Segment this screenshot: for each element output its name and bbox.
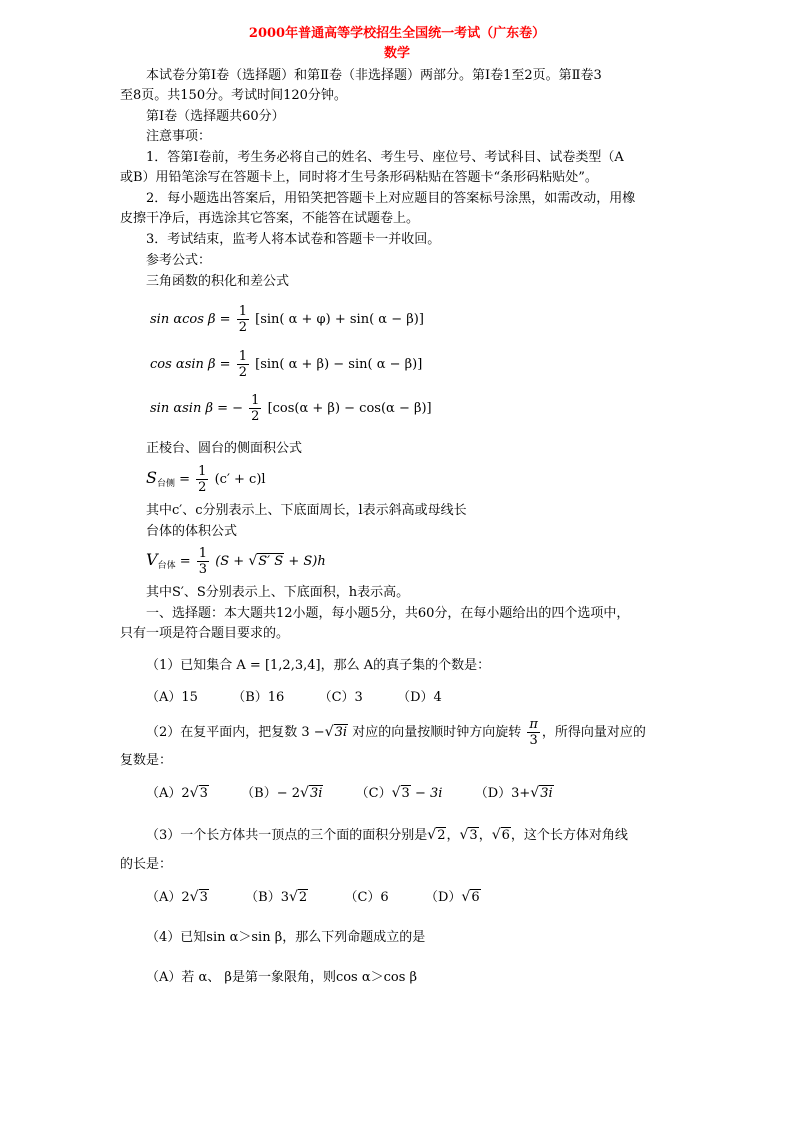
formula-lhs: cos αsin β = <box>150 357 231 372</box>
formula-rhs: [sin( α + φ) + sin( α − β)] <box>255 312 424 327</box>
fraction-half: $\frac{1}{2}$ <box>251 393 260 424</box>
formula-product-to-sum-3 <box>150 389 432 429</box>
q3-options <box>146 889 481 906</box>
note-1-line-1: 1．答第Ⅰ卷前，考生务必将自己的姓名、考生号、座位号、考试科目、试卷类型（A <box>146 150 624 165</box>
note-3: 3．考试结束，监考人将本试卷和答题卡一并收回。 <box>146 232 441 247</box>
section1-line-2: 只有一项是符合题目要求的。 <box>120 626 290 641</box>
q3-option-b: （B）3√2 <box>245 889 308 905</box>
exam-subject: 数学 <box>383 46 410 61</box>
q1-option-c: （C）3 <box>318 690 363 705</box>
q4-option-a: （A）若 α、 β是第一象限角，则cos α＞cos β <box>146 970 418 985</box>
lateral-area-desc: 其中c′、c分别表示上、下底面周长，l表示斜高或母线长 <box>146 503 467 518</box>
fraction-half: $\frac{1}{2}$ <box>238 349 247 380</box>
formula-product-to-sum-1 <box>150 300 424 340</box>
formula-lhs: sin αcos β = <box>150 312 231 327</box>
volume-formula: $V_{台体}$ = $\frac{1}{3}$ (S + √S′ S + S)h <box>146 546 326 577</box>
q2-option-c: （C）√3 − 3i <box>355 785 443 801</box>
formula-rhs: [sin( α + β) − sin( α − β)] <box>255 357 423 372</box>
lateral-area-title: 正棱台、圆台的侧面积公式 <box>146 441 303 456</box>
q2-option-a: （A）2√3 <box>146 785 208 801</box>
intro-line-2: 至8页。共150分。考试时间120分钟。 <box>120 88 347 103</box>
q3-option-c: （C）6 <box>344 890 389 905</box>
section1-line-1: 一、选择题：本大题共12小题，每小题5分，共60分，在每小题给出的四个选项中， <box>146 606 630 621</box>
formula-product-to-sum-2 <box>150 345 422 385</box>
radical-sign: √ <box>324 724 334 740</box>
note-1-line-2: 或B）用铅笔涂写在答题卡上，同时将才生号条形码粘贴在答题卡“条形码粘贴处”。 <box>120 170 598 185</box>
q1-stem: （1）已知集合 A = [1,2,3,4]，那么 A的真子集的个数是： <box>146 658 491 673</box>
fraction-third: $\frac{1}{3}$ <box>198 546 208 577</box>
part1-header: 第Ⅰ卷（选择题共60分） <box>146 109 285 124</box>
q2-options <box>146 785 554 802</box>
formula-rhs: [cos(α + β) − cos(α − β)] <box>267 401 432 416</box>
radical-sign: √ <box>248 553 258 569</box>
q3-stem-line-2: 的长是： <box>120 857 173 872</box>
trig-formula-title: 三角函数的积化和差公式 <box>146 274 290 289</box>
q3-option-d: （D）√6 <box>424 889 480 905</box>
q2-stem-line-2: 复数是： <box>120 753 173 768</box>
q3-stem: （3）一个长方体共一顶点的三个面的面积分别是√2，√3，√6，这个长方体对角线 <box>146 827 628 843</box>
q1-options <box>146 689 442 706</box>
notes-title: 注意事项： <box>146 129 212 144</box>
fraction-half: $\frac{1}{2}$ <box>198 464 207 495</box>
fraction-pi-third: $\frac{\pi}{3}$ <box>529 717 538 748</box>
ref-title: 参考公式： <box>146 253 212 268</box>
note-2-line-2: 皮擦干净后，再选涂其它答案，不能答在试题卷上。 <box>120 211 420 226</box>
q1-option-a: （A）15 <box>146 690 198 705</box>
q3-option-a: （A）2√3 <box>146 889 208 905</box>
lateral-area-formula: $S_{台侧}$ = $\frac{1}{2}$ (c′ + c)l <box>146 464 266 495</box>
q2-option-d: （D）3+√3i <box>474 785 553 801</box>
q2-option-b: （B）− 2√3i <box>241 785 323 801</box>
exam-title: 2000年普通高等学校招生全国统一考试（广东卷） <box>248 26 546 41</box>
q1-option-d: （D）4 <box>397 690 442 705</box>
volume-title: 台体的体积公式 <box>146 524 238 539</box>
q2-stem: （2）在复平面内，把复数 3 −√3i 对应的向量按顺时钟方向旋转 $\frac{\pi}{3}$ ，所得向量对应的 <box>146 717 646 748</box>
q1-option-b: （B）16 <box>232 690 285 705</box>
intro-line-1: 本试卷分第Ⅰ卷（选择题）和第Ⅱ卷（非选择题）两部分。第Ⅰ卷1至2页。第Ⅱ卷3 <box>146 68 602 83</box>
fraction-half: $\frac{1}{2}$ <box>238 304 247 335</box>
note-2-line-1: 2．每小题选出答案后，用铅笑把答题卡上对应题目的答案标号涂黑，如需改动，用橡 <box>146 191 636 206</box>
formula-lhs: sin αsin β = − <box>150 401 244 416</box>
volume-desc: 其中S′、S分别表示上、下底面积，h表示高。 <box>146 585 410 600</box>
q4-stem: （4）已知sin α＞sin β，那么下列命题成立的是 <box>146 930 426 945</box>
